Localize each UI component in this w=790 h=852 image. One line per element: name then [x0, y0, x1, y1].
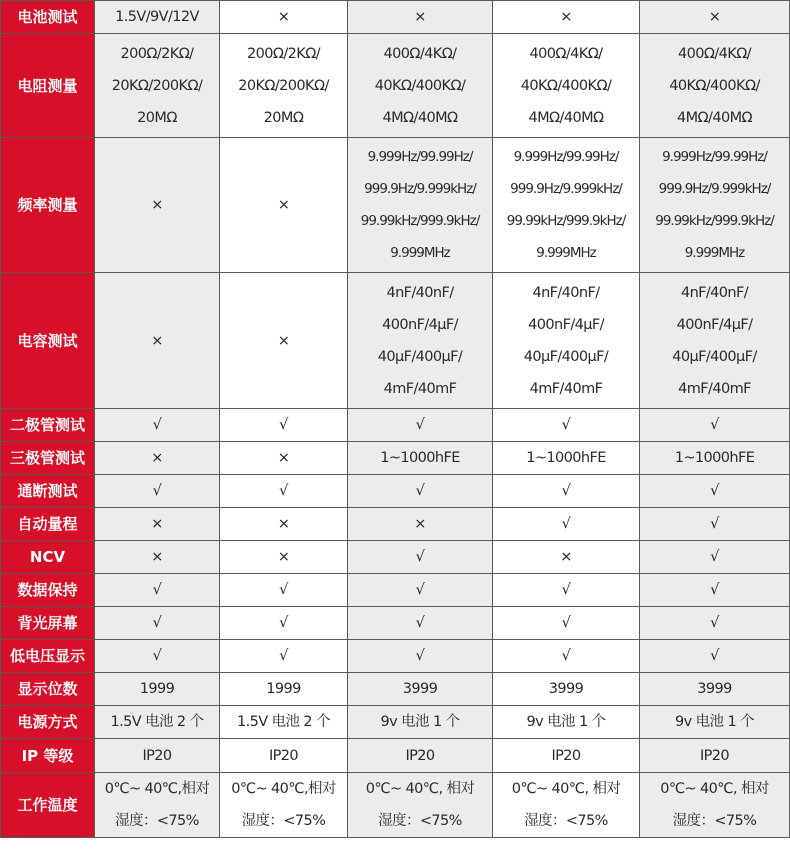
cell-line: 0℃~ 40℃,相对: [104, 781, 210, 797]
cell-line: 40μF/400μF/: [672, 348, 757, 365]
table-cell: √: [95, 607, 220, 640]
table-cell: ×: [348, 508, 493, 541]
table-cell: [493, 773, 640, 838]
cell-line: 4nF/40nF/: [680, 284, 749, 301]
table-row: [1, 739, 790, 773]
table-cell: 1~1000hFE: [640, 442, 790, 475]
table-row: [1, 442, 790, 475]
table-cell: [348, 273, 493, 409]
cell-line: 99.99kHz/999.9kHz/: [506, 213, 626, 229]
table-cell: [348, 34, 493, 138]
table-cell: [493, 34, 640, 138]
table-cell: √: [348, 607, 493, 640]
table-cell: √: [640, 508, 790, 541]
table-cell: √: [348, 541, 493, 574]
table-cell: √: [348, 409, 493, 442]
table-cell: √: [95, 640, 220, 673]
table-cell: √: [95, 475, 220, 508]
cell-line: 9.999Hz/99.99Hz/: [367, 149, 473, 165]
table-cell: IP20: [640, 739, 790, 773]
table-row: [1, 640, 790, 673]
cell-line: 湿度：<75%: [115, 813, 199, 829]
table-row: [1, 673, 790, 706]
table-row: [1, 773, 790, 838]
table-cell: 9v 电池 1 个: [348, 706, 493, 739]
cell-line: 400Ω/4KΩ/: [529, 45, 603, 62]
table-cell: √: [493, 574, 640, 607]
table-cell: [640, 138, 790, 273]
cell-line: 9.999MHz: [536, 245, 596, 261]
table-cell: 1999: [95, 673, 220, 706]
table-cell: [493, 273, 640, 409]
cell-line: 9.999Hz/99.99Hz/: [513, 149, 619, 165]
cell-line: 4mF/40mF: [529, 380, 603, 397]
table-cell: √: [348, 475, 493, 508]
table-row: [1, 273, 790, 409]
cell-line: 0℃~ 40℃, 相对: [660, 781, 769, 797]
cell-line: 4MΩ/40MΩ: [677, 109, 752, 126]
row-label: 电阻测量: [1, 34, 95, 138]
table-row: [1, 706, 790, 739]
row-label: 低电压显示: [1, 640, 95, 673]
cell-line: 0℃~ 40℃, 相对: [511, 781, 621, 797]
table-cell: [95, 34, 220, 138]
row-label: NCV: [1, 541, 95, 574]
table-cell: 9v 电池 1 个: [493, 706, 640, 739]
cell-line: 99.99kHz/999.9kHz/: [360, 213, 480, 229]
cell-line: 9.999MHz: [684, 245, 745, 261]
table-row: [1, 607, 790, 640]
row-label: 三极管测试: [1, 442, 95, 475]
table-cell: √: [640, 409, 790, 442]
row-label: 背光屏幕: [1, 607, 95, 640]
table-cell: √: [493, 508, 640, 541]
table-cell: ×: [493, 541, 640, 574]
row-label: 数据保持: [1, 574, 95, 607]
table-cell: 1.5V 电池 2 个: [95, 706, 220, 739]
table-cell: IP20: [95, 739, 220, 773]
table-row: [1, 574, 790, 607]
table-cell: [348, 138, 493, 273]
table-cell: [493, 138, 640, 273]
cell-line: 湿度：<75%: [241, 813, 326, 829]
cell-line: 40KΩ/400KΩ/: [520, 77, 612, 94]
table-cell: √: [220, 640, 348, 673]
cell-line: 99.99kHz/999.9kHz/: [655, 213, 774, 229]
table-cell: ×: [220, 508, 348, 541]
cell-line: 4MΩ/40MΩ: [382, 109, 458, 126]
table-cell: √: [640, 475, 790, 508]
table-cell: √: [220, 574, 348, 607]
table-cell: ×: [95, 442, 220, 475]
table-row: [1, 475, 790, 508]
cell-line: 200Ω/2KΩ/: [247, 45, 320, 62]
table-cell: IP20: [220, 739, 348, 773]
table-cell: √: [493, 640, 640, 673]
table-cell: ×: [220, 273, 348, 409]
cell-line: 999.9Hz/9.999kHz/: [658, 181, 771, 197]
table-cell: 1.5V 电池 2 个: [220, 706, 348, 739]
table-cell: √: [493, 475, 640, 508]
table-cell: 3999: [348, 673, 493, 706]
table-cell: ×: [95, 541, 220, 574]
table-cell: 1~1000hFE: [348, 442, 493, 475]
table-cell: √: [640, 607, 790, 640]
table-cell: [95, 773, 220, 838]
table-row: [1, 508, 790, 541]
cell-line: 9.999Hz/99.99Hz/: [662, 149, 767, 165]
cell-line: 4nF/40nF/: [386, 284, 454, 301]
table-row: [1, 1, 790, 34]
cell-line: 400Ω/4KΩ/: [678, 45, 751, 62]
table-cell: √: [493, 409, 640, 442]
cell-line: 20KΩ/200KΩ/: [111, 77, 203, 94]
table-cell: [640, 273, 790, 409]
table-cell: IP20: [348, 739, 493, 773]
row-label: 工作温度: [1, 773, 95, 838]
row-label: 电池测试: [1, 1, 95, 34]
table-row: [1, 138, 790, 273]
table-cell: IP20: [493, 739, 640, 773]
table-cell: ×: [220, 442, 348, 475]
table-cell: 9v 电池 1 个: [640, 706, 790, 739]
cell-line: 0℃~ 40℃, 相对: [365, 781, 475, 797]
cell-line: 400nF/4μF/: [676, 316, 753, 333]
table-cell: [220, 34, 348, 138]
cell-line: 20KΩ/200KΩ/: [238, 77, 329, 94]
cell-line: 400Ω/4KΩ/: [383, 45, 457, 62]
table-cell: [640, 34, 790, 138]
row-label: 频率测量: [1, 138, 95, 273]
table-cell: 1.5V/9V/12V: [95, 1, 220, 34]
cell-line: 20MΩ: [263, 109, 304, 126]
table-row: [1, 34, 790, 138]
table-cell: 1~1000hFE: [493, 442, 640, 475]
table-cell: √: [493, 607, 640, 640]
table-cell: ×: [348, 1, 493, 34]
cell-line: 40KΩ/400KΩ/: [669, 77, 760, 94]
table-cell: √: [640, 574, 790, 607]
table-row: [1, 409, 790, 442]
table-cell: ×: [493, 1, 640, 34]
table-cell: [348, 773, 493, 838]
table-cell: √: [348, 574, 493, 607]
cell-line: 999.9Hz/9.999kHz/: [510, 181, 622, 197]
table-cell: 3999: [640, 673, 790, 706]
table-cell: √: [640, 541, 790, 574]
cell-line: 湿度：<75%: [378, 813, 462, 829]
cell-line: 400nF/4μF/: [382, 316, 458, 333]
row-label: 二极管测试: [1, 409, 95, 442]
cell-line: 4mF/40mF: [678, 380, 751, 397]
table-cell: √: [95, 409, 220, 442]
cell-line: 9.999MHz: [390, 245, 450, 261]
cell-line: 200Ω/2KΩ/: [120, 45, 194, 62]
cell-line: 4MΩ/40MΩ: [528, 109, 604, 126]
table-cell: [640, 773, 790, 838]
cell-line: 湿度：<75%: [524, 813, 608, 829]
table-cell: ×: [95, 138, 220, 273]
table-cell: √: [220, 409, 348, 442]
row-label: 自动量程: [1, 508, 95, 541]
table-cell: √: [220, 607, 348, 640]
table-cell: ×: [95, 273, 220, 409]
row-label: 通断测试: [1, 475, 95, 508]
table-cell: ×: [220, 541, 348, 574]
table-cell: ×: [220, 138, 348, 273]
cell-line: 40μF/400μF/: [523, 348, 609, 365]
table-cell: √: [220, 475, 348, 508]
cell-line: 4mF/40mF: [383, 380, 457, 397]
table-row: [1, 541, 790, 574]
table-cell: 1999: [220, 673, 348, 706]
cell-line: 40KΩ/400KΩ/: [374, 77, 466, 94]
row-label: 电容测试: [1, 273, 95, 409]
table-cell: ×: [220, 1, 348, 34]
cell-line: 4nF/40nF/: [532, 284, 600, 301]
table-body: [1, 1, 790, 838]
cell-line: 40μF/400μF/: [377, 348, 463, 365]
table-cell: [220, 773, 348, 838]
table-cell: ×: [640, 1, 790, 34]
row-label: 显示位数: [1, 673, 95, 706]
cell-line: 湿度：<75%: [672, 813, 757, 829]
row-label: IP 等级: [1, 739, 95, 773]
row-label: 电源方式: [1, 706, 95, 739]
table-cell: √: [95, 574, 220, 607]
cell-line: 0℃~ 40℃,相对: [231, 781, 336, 797]
table-cell: √: [348, 640, 493, 673]
cell-line: 999.9Hz/9.999kHz/: [364, 181, 476, 197]
table-cell: ×: [95, 508, 220, 541]
table-cell: √: [640, 640, 790, 673]
cell-line: 400nF/4μF/: [528, 316, 604, 333]
cell-line: 20MΩ: [137, 109, 177, 126]
table-cell: 3999: [493, 673, 640, 706]
